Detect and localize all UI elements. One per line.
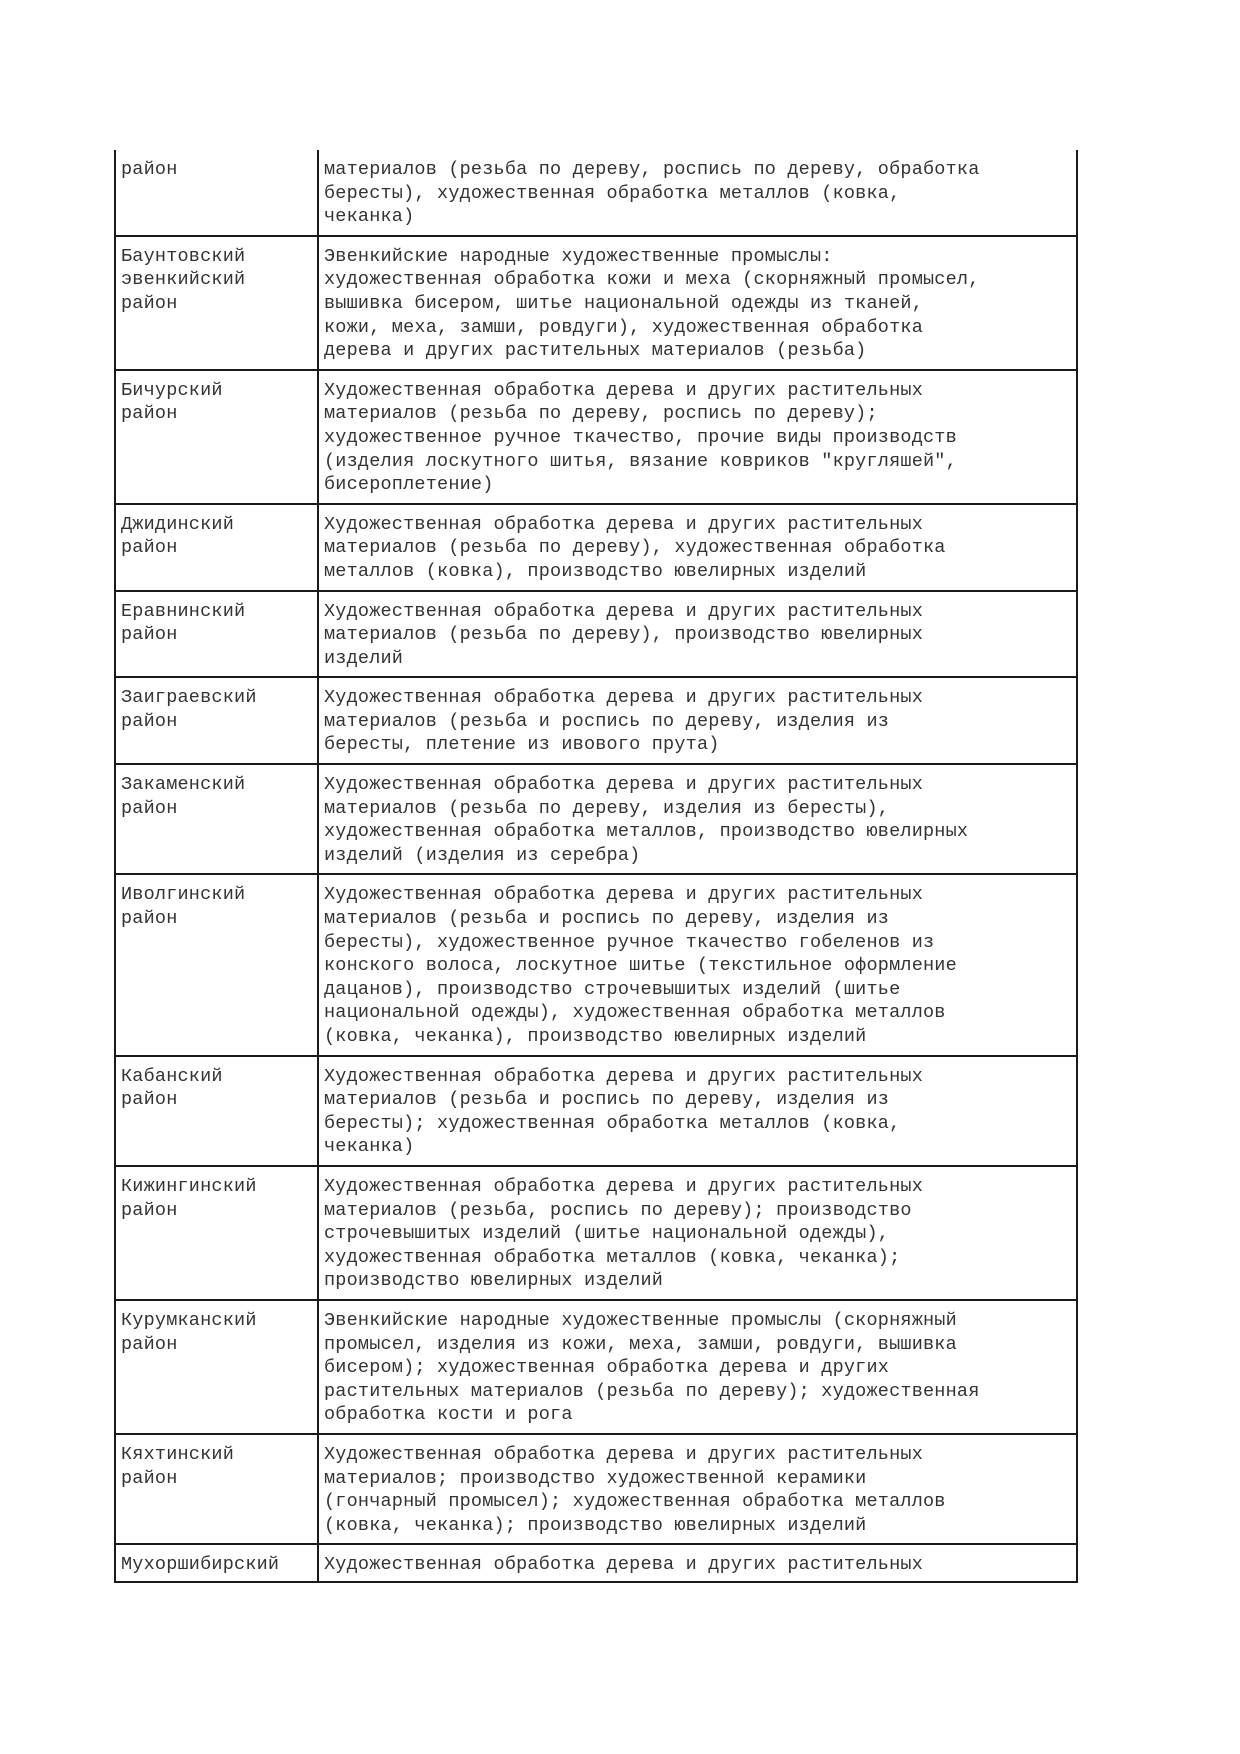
district-cell: Еравнинский район	[115, 591, 318, 678]
district-cell: Кабанский район	[115, 1056, 318, 1166]
district-cell: Кяхтинский район	[115, 1434, 318, 1544]
district-cell: Баунтовский эвенкийский район	[115, 236, 318, 370]
crafts-cell: Художественная обработка дерева и других растительных материалов (резьба по дереву), производство ювелирных изделий	[318, 591, 1077, 678]
crafts-cell: Художественная обработка дерева и других растительных материалов (резьба по дереву, изделия из бересты), художественная обработка металлов, производство ювелирных изделий (изделия из серебра)	[318, 764, 1077, 874]
district-cell: Заиграевский район	[115, 677, 318, 764]
crafts-cell: Художественная обработка дерева и других растительных материалов; производство художественной керамики (гончарный промысел); художественная обработка металлов (ковка, чеканка); производство ювелирных изделий	[318, 1434, 1077, 1544]
table-row	[115, 1544, 1077, 1582]
table-row	[115, 236, 1077, 370]
table-row	[115, 677, 1077, 764]
crafts-cell: Художественная обработка дерева и других растительных материалов (резьба по дереву, роспись по дереву); художественное ручное ткачество, прочие виды производств (изделия лоскутного шитья, вязание ковриков "кругляшей", бисероплетение)	[318, 370, 1077, 504]
table-row	[115, 150, 1077, 236]
crafts-cell: Художественная обработка дерева и других растительных материалов (резьба и роспись по дереву, изделия из бересты), художественное ручное ткачество гобеленов из конского волоса, лоскутное шитье (текстильное оформление дацанов), производство строчевышитых изделий (шитье национальной одежды), художественная обработка металлов (ковка, чеканка), производство ювелирных изделий	[318, 874, 1077, 1055]
crafts-cell: Художественная обработка дерева и других растительных материалов (резьба, роспись по дереву); производство строчевышитых изделий (шитье национальной одежды), художественная обработка металлов (ковка, чеканка); производство ювелирных изделий	[318, 1166, 1077, 1300]
crafts-cell: Художественная обработка дерева и других растительных материалов (резьба по дереву), художественная обработка металлов (ковка), производство ювелирных изделий	[318, 504, 1077, 591]
district-cell: Иволгинский район	[115, 874, 318, 1055]
table-row	[115, 1056, 1077, 1166]
crafts-table	[114, 150, 1078, 1583]
table-row	[115, 1166, 1077, 1300]
table-row	[115, 1434, 1077, 1544]
district-cell: Курумканский район	[115, 1300, 318, 1434]
crafts-cell: Художественная обработка дерева и других растительных материалов (резьба и роспись по дереву, изделия из бересты, плетение из ивового прута)	[318, 677, 1077, 764]
crafts-cell: Художественная обработка дерева и других растительных	[318, 1544, 1077, 1582]
crafts-cell: Эвенкийские народные художественные промыслы (скорняжный промысел, изделия из кожи, меха, замши, ровдуги, вышивка бисером); художественная обработка дерева и других растительных материалов (резьба по дереву); художественная обработка кости и рога	[318, 1300, 1077, 1434]
district-cell: Закаменский район	[115, 764, 318, 874]
crafts-cell: материалов (резьба по дереву, роспись по дереву, обработка бересты), художественная обработка металлов (ковка, чеканка)	[318, 150, 1077, 236]
district-cell: район	[115, 150, 318, 236]
table-row	[115, 591, 1077, 678]
table-row	[115, 874, 1077, 1055]
district-cell: Джидинский район	[115, 504, 318, 591]
table-row	[115, 370, 1077, 504]
district-cell: Бичурский район	[115, 370, 318, 504]
district-cell: Мухоршибирский	[115, 1544, 318, 1582]
district-cell: Кижингинский район	[115, 1166, 318, 1300]
crafts-cell: Эвенкийские народные художественные промыслы: художественная обработка кожи и меха (скорняжный промысел, вышивка бисером, шитье национальной одежды из тканей, кожи, меха, замши, ровдуги), художественная обработка дерева и других растительных материалов (резьба)	[318, 236, 1077, 370]
table-row	[115, 764, 1077, 874]
table-row	[115, 504, 1077, 591]
table-row	[115, 1300, 1077, 1434]
crafts-cell: Художественная обработка дерева и других растительных материалов (резьба и роспись по дереву, изделия из бересты); художественная обработка металлов (ковка, чеканка)	[318, 1056, 1077, 1166]
